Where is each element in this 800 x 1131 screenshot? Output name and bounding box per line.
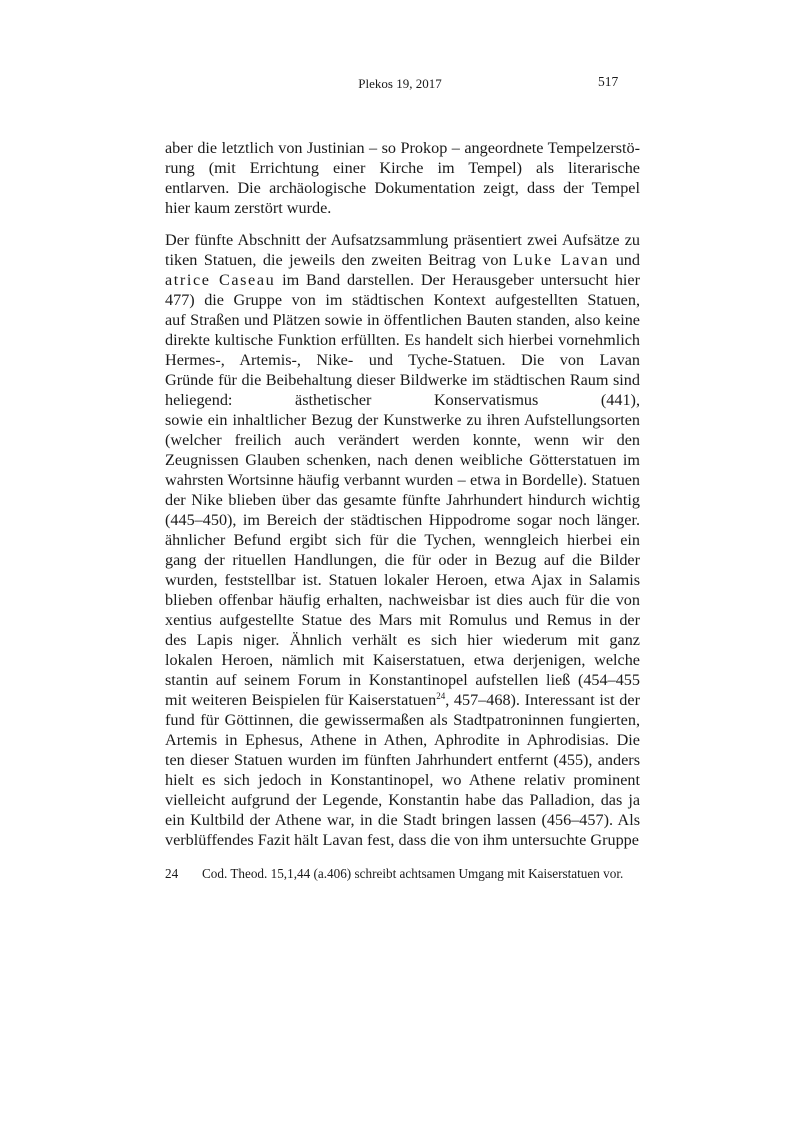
text-segment: , 457–468). Interessant ist der [445,691,640,709]
text-line: verblüffendes Fazit hält Lavan fest, dass die von ihm untersuchte Gruppe [165,831,639,849]
text-line: Zeugnissen Glauben schenken, nach denen weibliche Götterstatuen im [165,451,640,469]
text-line: aber die letztlich von Justinian – so Prokop – angeordnete Tempelzerstö- [165,139,640,157]
paragraph [165,138,640,218]
text-line: lokalen Heroen, nämlich mit Kaiserstatuen, etwa derjenigen, welche [165,651,640,669]
text-line: (welcher freilich auch verändert werden konnte, wenn wir den [165,431,640,449]
text-line: blieben offenbar häufig erhalten, nachweisbar ist dies auch für die von [165,591,640,609]
text-line: der Nike blieben über das gesamte fünfte Jahrhundert hindurch wichtig [165,491,640,509]
text-line: vielleicht aufgrund der Legende, Konstantin habe das Palladion, das ja [165,791,640,809]
page-number: 517 [598,74,619,89]
footnote [165,866,640,882]
text-line: ein Kultbild der Athene war, in die Stadt bringen lassen (456–457). Als [165,811,640,829]
text-line: ten dieser Statuen wurden im fünften Jahrhundert entfernt (455), anders [165,751,640,769]
text-line: wurden, feststellbar ist. Statuen lokaler Heroen, etwa Ajax in Salamis [165,571,640,589]
text-line: stantin auf seinem Forum in Konstantinopel aufstellen ließ (454–455 [165,671,640,689]
running-header: Plekos 19, 2017 [358,76,442,91]
text-segment: im Band darstellen. Der Herausgeber untersucht hier [282,271,640,289]
text-line: gang der rituellen Handlungen, die für oder in Bezug auf die Bilder [165,551,640,569]
text-line: Gründe für die Beibehaltung dieser Bildwerke im städtischen Raum sind [165,371,640,389]
text-line: Hermes-, Artemis-, Nike- und Tyche-Statuen. Die von Lavan [165,351,640,369]
text-line [165,270,640,290]
text-line: rung (mit Errichtung einer Kirche im Tempel) als literarische [165,159,640,177]
body-text [165,138,640,862]
text-line: direkte kultische Funktion erfüllten. Es handelt sich hierbei vornehmlich [165,331,640,349]
paragraph [165,230,640,850]
text-line: wahrsten Wortsinne häufig verbannt wurden – etwa in Bordelle). Statuen [165,471,640,489]
text-line: sowie ein inhaltlicher Bezug der Kunstwerke zu ihren Aufstellungsorten [165,411,640,429]
text-line: (445–450), im Bereich der städtischen Hippodrome sogar noch länger. [165,511,640,529]
text-segment: tiken Statuen, die jeweils den zweiten Beitrag von [165,251,514,269]
text-line [165,250,640,270]
footnote-number: 24 [165,866,179,881]
text-line: Artemis in Ephesus, Athene in Athen, Aphrodite in Aphrodisias. Die [165,731,640,749]
text-line: hier kaum zerstört wurde. [165,199,332,217]
text-line: fund für Göttinnen, die gewissermaßen als Stadtpatroninnen fungierten, [165,711,640,729]
text-line: ähnlicher Befund ergibt sich für die Tychen, wenngleich hierbei ein [165,531,640,549]
text-segment: mit weiteren Beispielen für Kaiserstatuen [165,691,437,709]
text-line: xentius aufgestellte Statue des Mars mit Romulus und Remus in der [165,611,640,629]
footnote-ref[interactable]: 24 [436,691,446,701]
author-name: Luke Lavan [513,251,610,269]
text-line: entlarven. Die archäologische Dokumentation zeigt, dass der Tempel [165,179,640,197]
text-line [165,690,640,710]
author-name: atrice Caseau [165,271,276,289]
text-line: hielt es sich jedoch in Konstantinopel, wo Athene relativ prominent [165,771,640,789]
text-segment: und [609,251,640,269]
text-line: des Lapis niger. Ähnlich verhält es sich hier wiederum mit ganz [165,631,640,649]
text-line: auf Straßen und Plätzen sowie in öffentlichen Bauten standen, also keine [165,311,640,329]
text-line: Der fünfte Abschnitt der Aufsatzsammlung präsentiert zwei Aufsätze zu [165,231,640,249]
text-line: 477) die Gruppe von im städtischen Kontext aufgestellten Statuen, [165,291,640,309]
footnote-text: Cod. Theod. 15,1,44 (a.406) schreibt achtsamen Umgang mit Kaiserstatuen vor. [202,866,624,881]
text-line: heliegend: ästhetischer Konservatismus (441), [165,391,640,409]
